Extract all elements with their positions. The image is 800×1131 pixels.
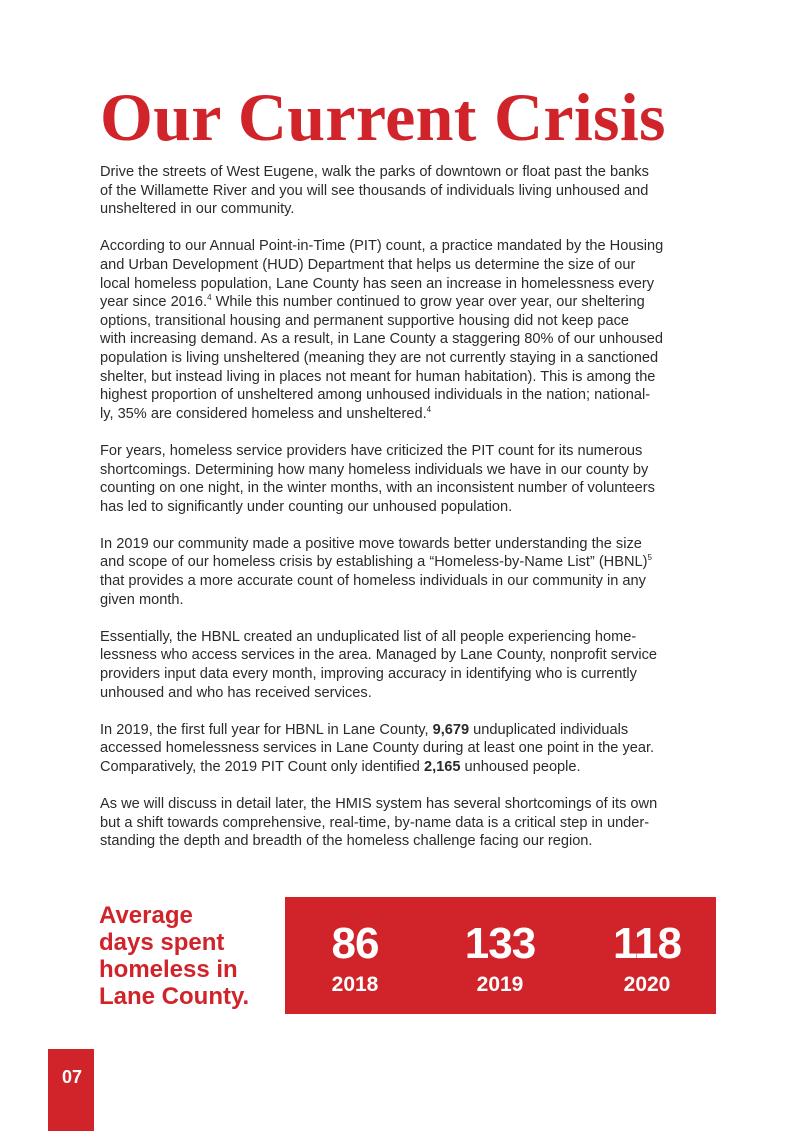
stat-label-line: Average — [99, 902, 193, 929]
text-line — [100, 646, 730, 665]
text-line — [100, 739, 730, 758]
paragraph — [100, 628, 730, 702]
bold-figure: 9,679 — [432, 721, 470, 738]
text-line — [100, 275, 730, 294]
text-segment: unhoused people. — [460, 759, 581, 775]
text-line — [100, 684, 730, 703]
text-segment: For years, homeless service providers have criticized the PIT count for its numerous — [100, 442, 643, 459]
stat-value: 133 — [464, 919, 536, 968]
text-line — [100, 182, 730, 201]
text-line — [100, 386, 730, 405]
text-line — [100, 479, 730, 498]
paragraph — [100, 442, 730, 516]
paragraph — [100, 795, 730, 851]
text-segment: shortcomings. Determining how many homeless individuals we have in our county by — [100, 461, 649, 478]
page-number: 07 — [62, 1067, 83, 1087]
text-segment: but a shift towards comprehensive, real-time, by-name data is a critical step in under- — [100, 814, 650, 831]
text-line — [100, 795, 730, 814]
text-segment: Comparatively, the 2019 PIT Count only identified — [100, 759, 424, 775]
text-line — [100, 572, 730, 591]
text-segment: standing the depth and breadth of the homeless challenge facing our region. — [100, 833, 593, 850]
stats-box — [285, 897, 716, 1014]
stat-2019 — [430, 919, 570, 999]
paragraph — [100, 237, 730, 423]
text-line — [100, 293, 730, 312]
text-segment: that provides a more accurate count of homeless individuals in our community in any — [100, 573, 646, 590]
footnote-ref: 4 — [426, 404, 432, 414]
text-line — [100, 256, 730, 275]
paragraph — [100, 163, 730, 219]
text-line — [100, 461, 730, 480]
stat-year: 2018 — [331, 973, 379, 996]
text-segment: counting on one night, in the winter months, with an inconsistent number of volunteers — [100, 480, 655, 497]
text-line — [100, 721, 730, 740]
text-segment: Drive the streets of West Eugene, walk the parks of downtown or float past the banks — [100, 164, 649, 180]
text-segment: While this number continued to grow year over year, our sheltering — [211, 294, 645, 311]
stat-2020 — [577, 919, 717, 999]
text-line — [100, 349, 730, 368]
text-segment: In 2019 our community made a positive move towards better understanding the size — [100, 535, 642, 552]
text-line — [100, 832, 730, 851]
paragraph — [100, 721, 730, 777]
text-segment: and Urban Development (HUD) Department that helps us determine the size of our — [100, 256, 636, 273]
paragraph — [100, 535, 730, 609]
text-segment: has led to significantly under counting our unhoused population. — [100, 498, 513, 515]
text-line — [100, 312, 730, 331]
text-line — [100, 200, 730, 219]
text-line — [100, 330, 730, 349]
text-segment: highest proportion of unsheltered among unhoused individuals in the nation; national- — [100, 387, 651, 404]
stat-label-line: homeless in — [99, 956, 238, 983]
stat-label — [99, 902, 249, 1010]
stat-year: 2020 — [623, 973, 671, 996]
text-segment: of the Willamette River and you will see thousands of individuals living unhoused and — [100, 182, 649, 199]
bold-figure: 2,165 — [423, 759, 461, 775]
text-line — [100, 163, 730, 182]
stat-label-line: Lane County. — [99, 983, 250, 1010]
stat-value: 118 — [613, 919, 681, 968]
text-segment: with increasing demand. As a result, in Lane County a staggering 80% of our unhoused — [100, 331, 664, 348]
footnote-ref: 4 — [207, 293, 212, 303]
text-line — [100, 553, 730, 572]
text-line — [100, 814, 730, 833]
text-segment: and scope of our homeless crisis by establishing a “Homeless-by-Name List” (HBNL) — [100, 554, 648, 571]
text-segment: shelter, but instead living in places not meant for human habitation). This is among the — [100, 368, 656, 385]
text-segment: local homeless population, Lane County has seen an increase in homelessness every — [100, 275, 655, 292]
text-line — [100, 368, 730, 387]
text-segment: Essentially, the HBNL created an unduplicated list of all people experiencing home- — [100, 628, 637, 645]
text-segment: lessness who access services in the area. Managed by Lane County, nonprofit service — [100, 647, 658, 664]
text-segment: providers input data every month, improving accuracy in identifying who is currently — [100, 666, 637, 683]
page-title: Our Current Crisis — [100, 79, 666, 155]
text-segment: accessed homelessness services in Lane County during at least one point in the year. — [100, 740, 655, 757]
text-line — [100, 591, 730, 610]
text-line — [100, 665, 730, 684]
text-segment: unsheltered in our community. — [100, 201, 295, 218]
text-line — [100, 405, 730, 424]
stat-year: 2019 — [476, 973, 524, 996]
text-segment: year since 2016. — [100, 294, 208, 311]
text-segment: As we will discuss in detail later, the HMIS system has several shortcomings of its own — [100, 796, 658, 813]
stat-2018 — [285, 919, 425, 999]
text-segment: population is living unsheltered (meaning they are not currently staying in a sanctioned — [100, 349, 659, 366]
text-segment: unhoused and who has received services. — [100, 684, 372, 701]
page-number-tab — [48, 1049, 94, 1131]
stat-label-line: days spent — [99, 929, 225, 956]
text-segment: unduplicated individuals — [469, 721, 629, 738]
text-segment: According to our Annual Point-in-Time (PIT) count, a practice mandated by the Housing — [100, 238, 664, 255]
text-line — [100, 535, 730, 554]
text-segment: In 2019, the first full year for HBNL in Lane County, — [100, 721, 433, 738]
text-segment: given month. — [100, 591, 184, 608]
stat-value: 86 — [331, 919, 379, 968]
text-line — [100, 237, 730, 256]
text-line — [100, 442, 730, 461]
text-line — [100, 628, 730, 647]
text-line — [100, 498, 730, 517]
text-segment: options, transitional housing and permanent supportive housing did not keep pace — [100, 312, 629, 329]
text-segment: ly, 35% are considered homeless and unsheltered. — [100, 405, 427, 422]
footnote-ref: 5 — [647, 553, 652, 563]
text-line — [100, 758, 730, 777]
body-text — [100, 163, 730, 870]
